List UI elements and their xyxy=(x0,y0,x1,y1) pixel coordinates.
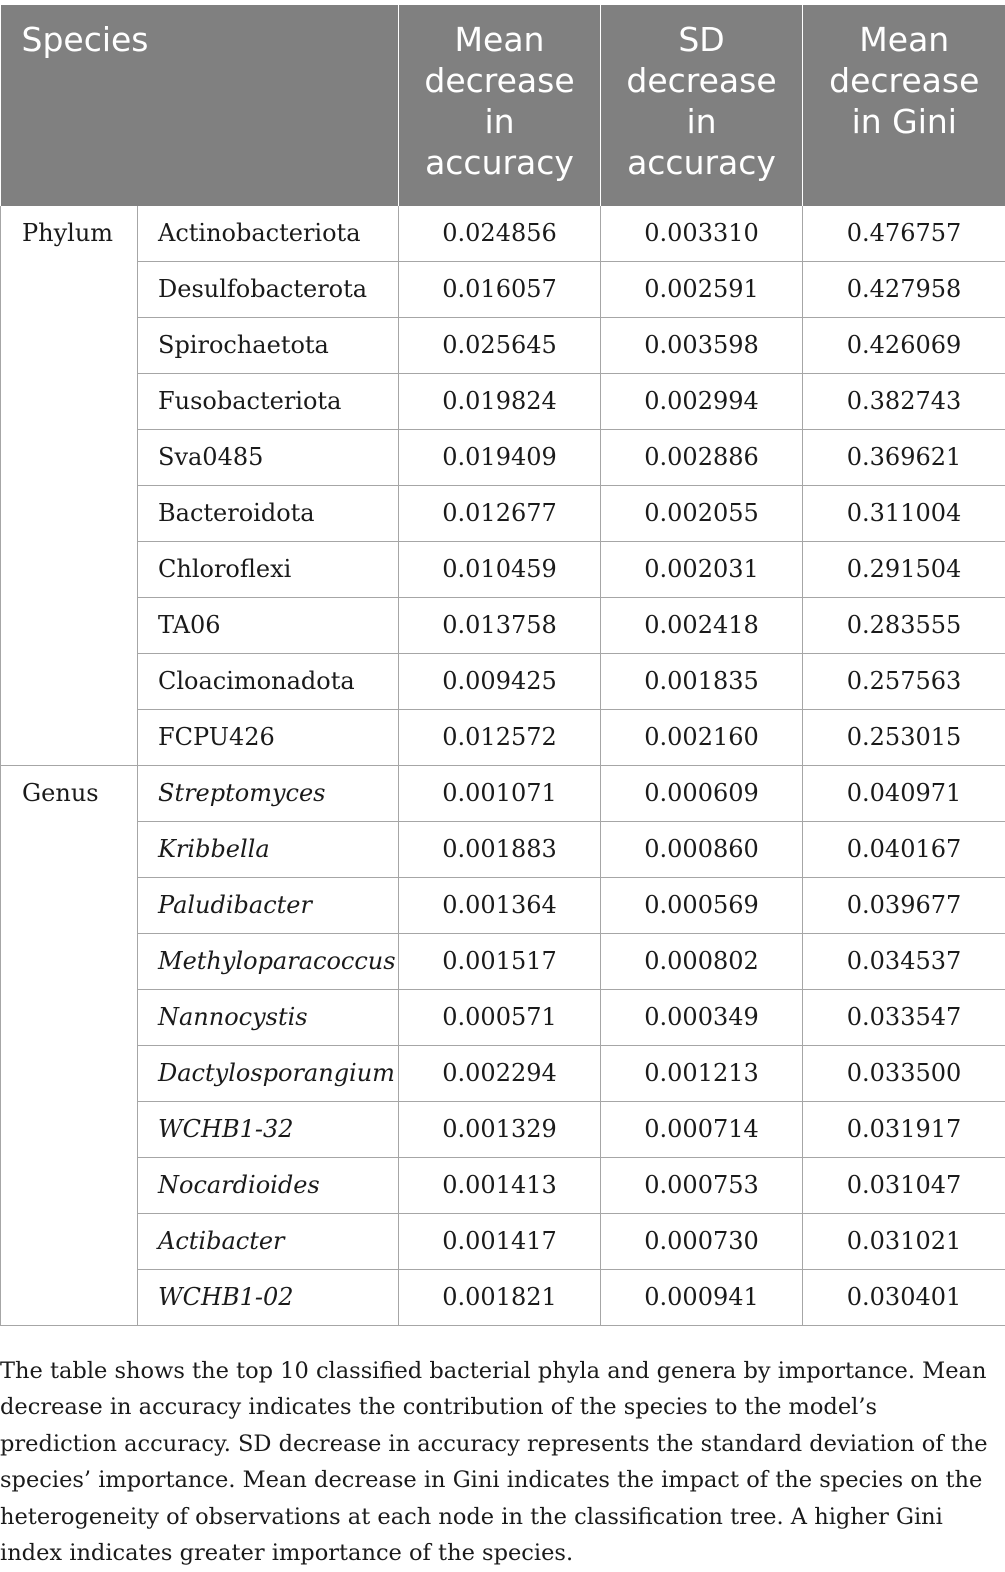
mean-decrease-accuracy-value: 0.000571 xyxy=(399,990,601,1046)
header-species: Species xyxy=(1,5,399,206)
taxon-name: Methyloparacoccus xyxy=(138,934,399,990)
mean-decrease-accuracy-value: 0.009425 xyxy=(399,654,601,710)
mean-decrease-gini-value: 0.031047 xyxy=(803,1158,1005,1214)
table-row xyxy=(1,1270,1005,1326)
sd-decrease-accuracy-value: 0.003598 xyxy=(601,318,803,374)
mean-decrease-gini-value: 0.426069 xyxy=(803,318,1005,374)
mean-decrease-gini-value: 0.476757 xyxy=(803,206,1005,262)
table-header xyxy=(1,5,1005,206)
sd-decrease-accuracy-value: 0.002886 xyxy=(601,430,803,486)
sd-decrease-accuracy-value: 0.000730 xyxy=(601,1214,803,1270)
table-row xyxy=(1,430,1005,486)
table-row xyxy=(1,1214,1005,1270)
mean-decrease-gini-value: 0.031917 xyxy=(803,1102,1005,1158)
mean-decrease-accuracy-value: 0.016057 xyxy=(399,262,601,318)
mean-decrease-gini-value: 0.382743 xyxy=(803,374,1005,430)
importance-table xyxy=(0,5,1005,1326)
mean-decrease-accuracy-value: 0.001821 xyxy=(399,1270,601,1326)
taxon-name: Dactylosporangium xyxy=(138,1046,399,1102)
mean-decrease-accuracy-value: 0.019409 xyxy=(399,430,601,486)
taxon-name: FCPU426 xyxy=(138,710,399,766)
taxon-name: Actinobacteriota xyxy=(138,206,399,262)
sd-decrease-accuracy-value: 0.000569 xyxy=(601,878,803,934)
sd-decrease-accuracy-value: 0.000941 xyxy=(601,1270,803,1326)
sd-decrease-accuracy-value: 0.003310 xyxy=(601,206,803,262)
table-row xyxy=(1,374,1005,430)
table-row xyxy=(1,766,1005,822)
mean-decrease-gini-value: 0.034537 xyxy=(803,934,1005,990)
mean-decrease-gini-value: 0.291504 xyxy=(803,542,1005,598)
mean-decrease-accuracy-value: 0.019824 xyxy=(399,374,601,430)
mean-decrease-gini-value: 0.253015 xyxy=(803,710,1005,766)
sd-decrease-accuracy-value: 0.002591 xyxy=(601,262,803,318)
mean-decrease-accuracy-value: 0.012677 xyxy=(399,486,601,542)
taxon-name: Streptomyces xyxy=(138,766,399,822)
mean-decrease-gini-value: 0.040167 xyxy=(803,822,1005,878)
taxon-name: WCHB1-02 xyxy=(138,1270,399,1326)
table-row xyxy=(1,654,1005,710)
table-footnote: The table shows the top 10 classified bacterial phyla and genera by importance. Mean decrease in accuracy indicates the contribution of the species to the model’s prediction accuracy. SD decrease in accuracy represents the standard deviation of the species’ importance. Mean decrease in Gini indicates the impact of the species on the heterogeneity of observations at each node in the classification tree. A higher Gini index indicates greater importance of the species. xyxy=(0,1353,990,1572)
table-row xyxy=(1,262,1005,318)
sd-decrease-accuracy-value: 0.000609 xyxy=(601,766,803,822)
taxon-name: WCHB1-32 xyxy=(138,1102,399,1158)
mean-decrease-gini-value: 0.033500 xyxy=(803,1046,1005,1102)
table-row xyxy=(1,206,1005,262)
taxon-name: Paludibacter xyxy=(138,878,399,934)
sd-decrease-accuracy-value: 0.000714 xyxy=(601,1102,803,1158)
mean-decrease-gini-value: 0.031021 xyxy=(803,1214,1005,1270)
sd-decrease-accuracy-value: 0.002031 xyxy=(601,542,803,598)
mean-decrease-accuracy-value: 0.010459 xyxy=(399,542,601,598)
header-mean-decrease-accuracy: Mean decrease in accuracy xyxy=(399,5,601,206)
table-body xyxy=(1,206,1005,1326)
mean-decrease-accuracy-value: 0.002294 xyxy=(399,1046,601,1102)
mean-decrease-accuracy-value: 0.024856 xyxy=(399,206,601,262)
table-row xyxy=(1,318,1005,374)
mean-decrease-accuracy-value: 0.001417 xyxy=(399,1214,601,1270)
mean-decrease-gini-value: 0.257563 xyxy=(803,654,1005,710)
taxon-name: Desulfobacterota xyxy=(138,262,399,318)
taxon-name: Nannocystis xyxy=(138,990,399,1046)
sd-decrease-accuracy-value: 0.000349 xyxy=(601,990,803,1046)
taxon-name: Bacteroidota xyxy=(138,486,399,542)
mean-decrease-gini-value: 0.283555 xyxy=(803,598,1005,654)
sd-decrease-accuracy-value: 0.002994 xyxy=(601,374,803,430)
table-row xyxy=(1,710,1005,766)
table-row xyxy=(1,1158,1005,1214)
sd-decrease-accuracy-value: 0.002418 xyxy=(601,598,803,654)
sd-decrease-accuracy-value: 0.002055 xyxy=(601,486,803,542)
table-row xyxy=(1,878,1005,934)
mean-decrease-gini-value: 0.030401 xyxy=(803,1270,1005,1326)
sd-decrease-accuracy-value: 0.000753 xyxy=(601,1158,803,1214)
taxon-name: Spirochaetota xyxy=(138,318,399,374)
table-row xyxy=(1,542,1005,598)
mean-decrease-gini-value: 0.369621 xyxy=(803,430,1005,486)
mean-decrease-gini-value: 0.427958 xyxy=(803,262,1005,318)
taxon-name: Cloacimonadota xyxy=(138,654,399,710)
table-row xyxy=(1,1046,1005,1102)
mean-decrease-accuracy-value: 0.012572 xyxy=(399,710,601,766)
mean-decrease-gini-value: 0.033547 xyxy=(803,990,1005,1046)
table-row xyxy=(1,486,1005,542)
table-row xyxy=(1,990,1005,1046)
taxon-name: Kribbella xyxy=(138,822,399,878)
sd-decrease-accuracy-value: 0.000860 xyxy=(601,822,803,878)
mean-decrease-accuracy-value: 0.013758 xyxy=(399,598,601,654)
taxon-name: Sva0485 xyxy=(138,430,399,486)
table-row xyxy=(1,1102,1005,1158)
taxon-name: Chloroflexi xyxy=(138,542,399,598)
mean-decrease-gini-value: 0.039677 xyxy=(803,878,1005,934)
header-sd-decrease-accuracy: SD decrease in accuracy xyxy=(601,5,803,206)
mean-decrease-gini-value: 0.040971 xyxy=(803,766,1005,822)
mean-decrease-accuracy-value: 0.001413 xyxy=(399,1158,601,1214)
mean-decrease-accuracy-value: 0.001364 xyxy=(399,878,601,934)
group-label: Phylum xyxy=(1,206,138,766)
table-row xyxy=(1,598,1005,654)
group-label: Genus xyxy=(1,766,138,1326)
mean-decrease-accuracy-value: 0.001517 xyxy=(399,934,601,990)
mean-decrease-accuracy-value: 0.025645 xyxy=(399,318,601,374)
sd-decrease-accuracy-value: 0.001213 xyxy=(601,1046,803,1102)
table-row xyxy=(1,822,1005,878)
header-mean-decrease-gini: Mean decrease in Gini xyxy=(803,5,1005,206)
mean-decrease-accuracy-value: 0.001329 xyxy=(399,1102,601,1158)
sd-decrease-accuracy-value: 0.002160 xyxy=(601,710,803,766)
table-row xyxy=(1,934,1005,990)
taxon-name: Nocardioides xyxy=(138,1158,399,1214)
mean-decrease-accuracy-value: 0.001883 xyxy=(399,822,601,878)
taxon-name: Actibacter xyxy=(138,1214,399,1270)
sd-decrease-accuracy-value: 0.001835 xyxy=(601,654,803,710)
taxon-name: TA06 xyxy=(138,598,399,654)
mean-decrease-accuracy-value: 0.001071 xyxy=(399,766,601,822)
sd-decrease-accuracy-value: 0.000802 xyxy=(601,934,803,990)
taxon-name: Fusobacteriota xyxy=(138,374,399,430)
mean-decrease-gini-value: 0.311004 xyxy=(803,486,1005,542)
